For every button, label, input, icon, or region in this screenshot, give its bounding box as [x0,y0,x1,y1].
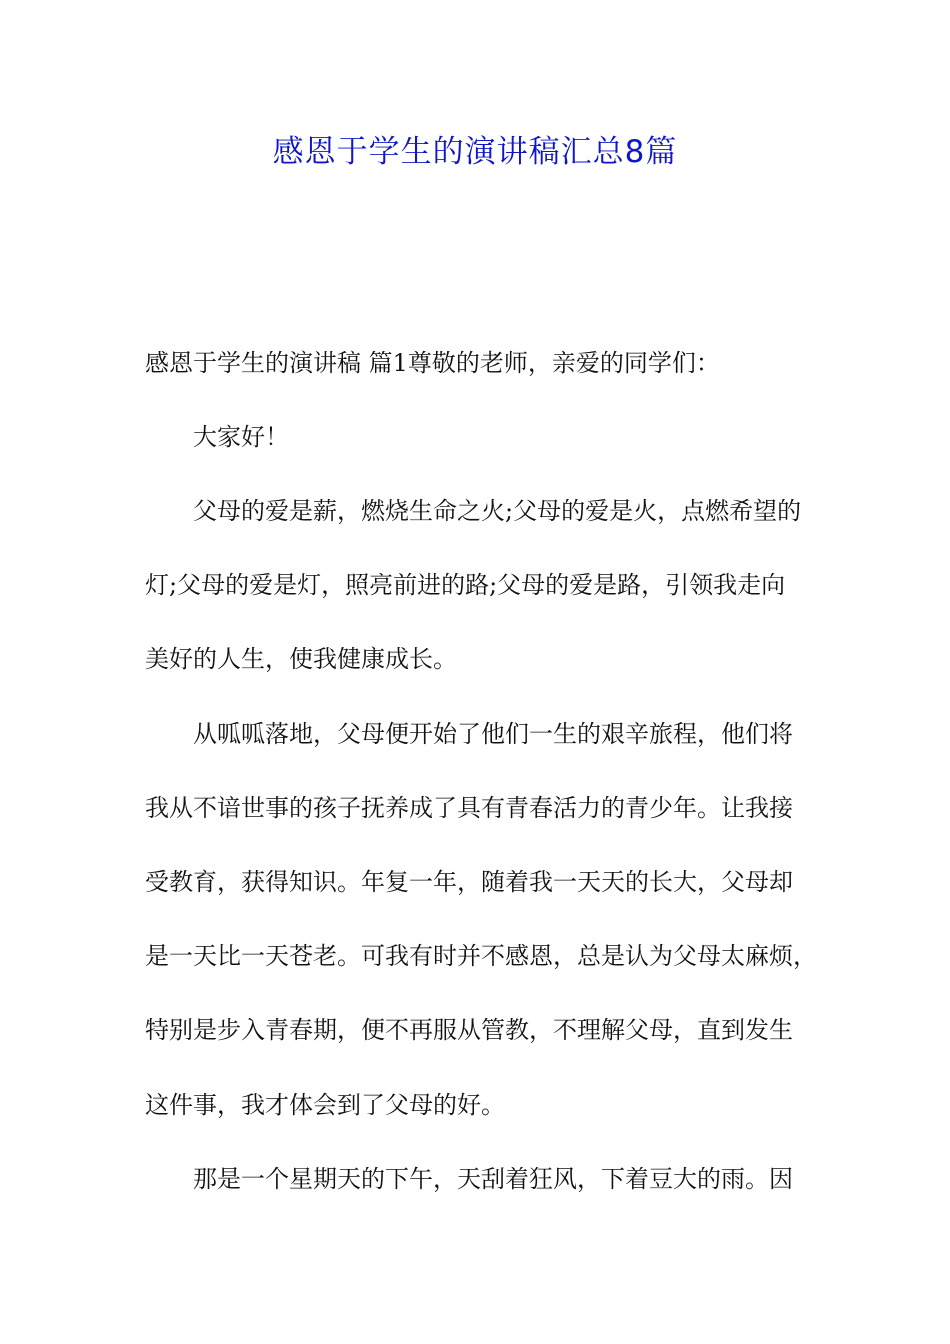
text-line-9: 是一天比一天苍老。可我有时并不感恩，总是认为父母太麻烦， [145,942,817,970]
text-line-2: 大家好！ [193,423,289,451]
text-line-1: 感恩于学生的演讲稿 篇1尊敬的老师，亲爱的同学们： [145,349,720,377]
text-line-7: 我从不谙世事的孩子抚养成了具有青春活力的青少年。让我接 [145,794,793,822]
text-line-12: 那是一个星期天的下午，天刮着狂风，下着豆大的雨。因 [193,1165,793,1193]
text-line-11: 这件事，我才体会到了父母的好。 [145,1091,505,1119]
text-line-8: 受教育，获得知识。年复一年，随着我一天天的长大，父母却 [145,868,793,896]
text-line-4: 灯;父母的爱是灯，照亮前进的路;父母的爱是路，引领我走向 [145,571,786,599]
text-line-5: 美好的人生，使我健康成长。 [145,645,457,673]
text-line-10: 特别是步入青春期，便不再服从管教，不理解父母，直到发生 [145,1016,793,1044]
text-line-3: 父母的爱是薪，燃烧生命之火;父母的爱是火，点燃希望的 [193,497,802,525]
text-line-6: 从呱呱落地，父母便开始了他们一生的艰辛旅程，他们将 [193,720,793,748]
document-title: 感恩于学生的演讲稿汇总8篇 [272,134,678,170]
